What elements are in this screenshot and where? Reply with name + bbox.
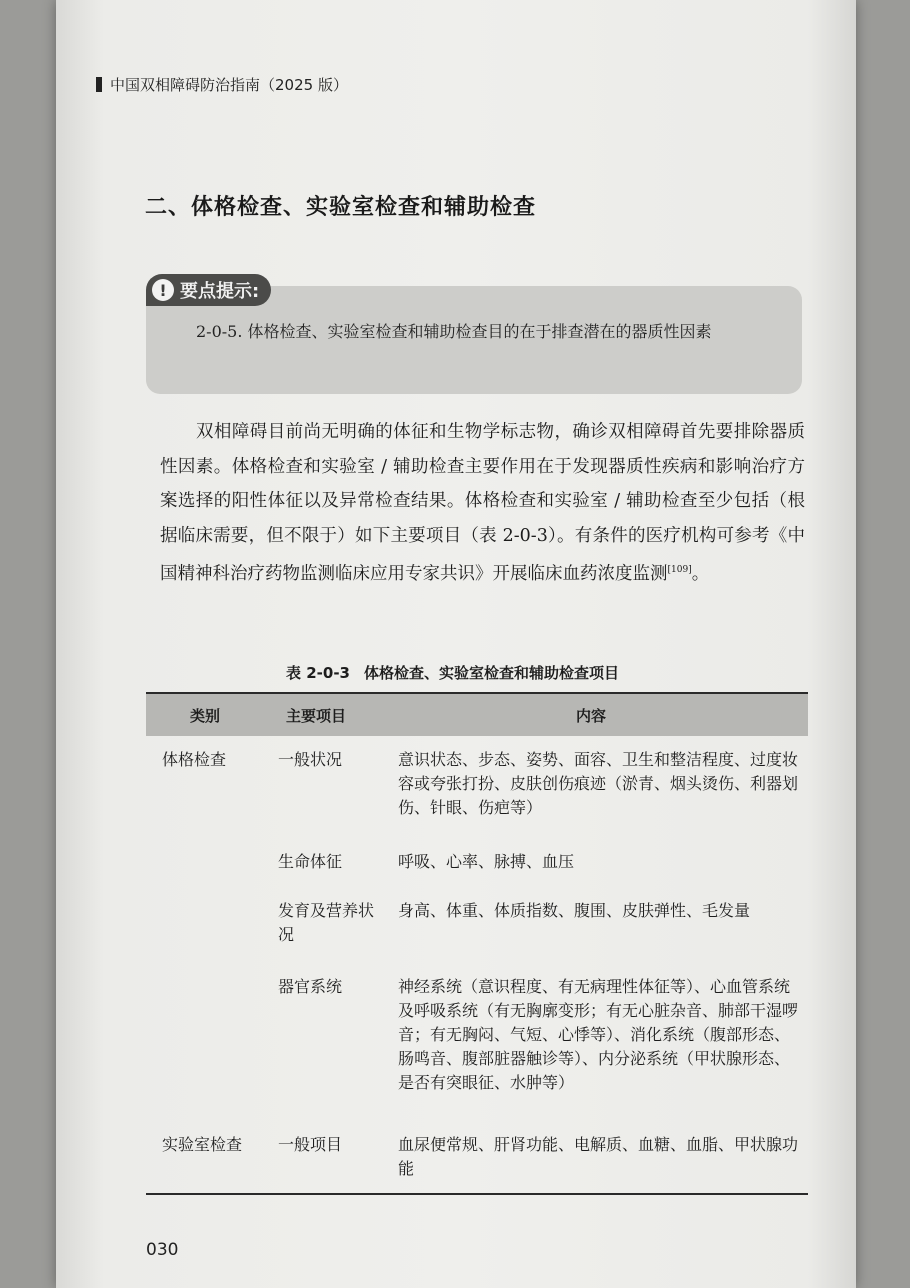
key-point-tab	[146, 274, 271, 306]
page-number: 030	[146, 1240, 179, 1260]
key-point-label: 要点提示:	[180, 281, 260, 302]
citation: [109]	[667, 565, 692, 575]
row-item: 一般状况	[278, 750, 343, 769]
running-head-marker	[96, 77, 102, 92]
header-category: 类别	[190, 706, 221, 725]
table-title: 体格检查、实验室检查和辅助检查项目	[364, 664, 620, 682]
row-item: 发育及营养状况	[278, 901, 375, 944]
alert-icon: !	[152, 279, 174, 301]
row-category: 体格检查	[162, 750, 227, 769]
header-item: 主要项目	[286, 706, 347, 725]
table-number: 表 2-0-3	[286, 664, 350, 682]
section-title: 二、体格检查、实验室检查和辅助检查	[145, 195, 537, 220]
running-head-text: 中国双相障碍防治指南（2025 版）	[110, 76, 348, 94]
running-head	[96, 74, 348, 95]
table-caption	[286, 662, 619, 683]
row-content: 意识状态、步态、姿势、面容、卫生和整洁程度、过度妆容或夸张打扮、皮肤创伤痕迹（淤青、烟头烫伤、利器划伤、针眼、伤疤等）	[398, 750, 799, 817]
header-content: 内容	[576, 706, 607, 725]
row-item: 一般项目	[278, 1135, 343, 1154]
row-content: 神经系统（意识程度、有无病理性体征等）、心血管系统及呼吸系统（有无胸廓变形；有无心脏杂音、肺部干湿啰音；有无胸闷、气短、心悸等）、消化系统（腹部形态、肠鸣音、腹部脏器触诊等）、内分泌系统（甲状腺形态、是否有突眼征、水肿等）	[398, 977, 799, 1092]
body-paragraph	[160, 415, 805, 591]
body-end: 。	[691, 563, 710, 584]
body-text: 双相障碍目前尚无明确的体征和生物学标志物，确诊双相障碍首先要排除器质性因素。体格检查和实验室 / 辅助检查主要作用在于发现器质性疾病和影响治疗方案选择的阳性体征以及异常检查结果。体格检查和实验室 / 辅助检查至少包括（根据临床需要，但不限于）如下主要项目（表 2-0-3）。有条件的医疗机构可参考《中国精神科治疗药物监测临床应用专家共识》开展临床血药浓度监测	[160, 422, 805, 584]
table-bottom-rule	[146, 1193, 808, 1195]
table-header	[146, 694, 808, 736]
row-category: 实验室检查	[162, 1135, 243, 1154]
row-content: 血尿便常规、肝肾功能、电解质、血糖、血脂、甲状腺功能	[398, 1135, 799, 1178]
row-item: 生命体征	[278, 852, 343, 871]
row-item: 器官系统	[278, 977, 343, 996]
row-content: 身高、体重、体质指数、腹围、皮肤弹性、毛发量	[398, 901, 751, 920]
key-point-text: 2-0-5. 体格检查、实验室检查和辅助检查目的在于排查潜在的器质性因素	[196, 322, 712, 341]
row-content: 呼吸、心率、脉搏、血压	[398, 852, 575, 871]
